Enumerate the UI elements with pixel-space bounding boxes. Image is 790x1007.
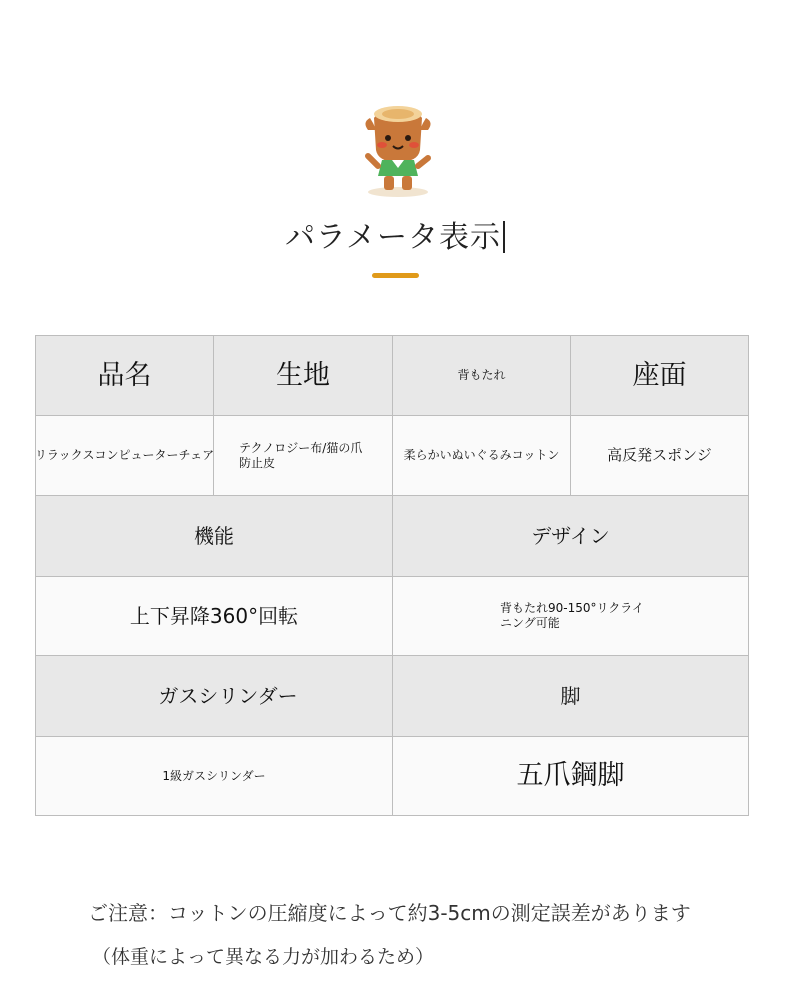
page-title: パラメータ表示 [0, 212, 790, 256]
measurement-note-detail: （体重によって異なる力が加わるため） [92, 946, 435, 968]
header-cell-fabric: 生地 [214, 336, 393, 416]
value-cell-product-name: リラックスコンピューターチェア [36, 416, 214, 496]
tree-stump-mascot-icon [360, 100, 436, 200]
header-cell-gas-cylinder: ガスシリンダー [36, 656, 393, 737]
spec-table [35, 335, 749, 816]
measurement-note: ご注意：コットンの圧縮度によって約3-5cmの測定誤差があります [88, 901, 691, 925]
header-cell-design: デザイン [393, 496, 748, 577]
text-cursor [503, 221, 505, 253]
value-cell-design: 背もたれ90-150°リクライ ニング可能 [393, 577, 748, 656]
value-cell-seat: 高反発スポンジ [571, 416, 748, 496]
value-cell-legs: 五爪鋼脚 [393, 737, 748, 815]
value-cell-gas-cylinder: 1級ガスシリンダー [36, 737, 393, 815]
header-cell-legs: 脚 [393, 656, 748, 737]
header-cell-function: 機能 [36, 496, 393, 577]
header-cell-backrest: 背もたれ [393, 336, 571, 416]
header-cell-product-name: 品名 [36, 336, 214, 416]
header-cell-seat: 座面 [571, 336, 748, 416]
value-cell-backrest: 柔らかいぬいぐるみコットン [393, 416, 571, 496]
title-underline [372, 273, 419, 278]
value-cell-function: 上下昇降360°回転 [36, 577, 393, 656]
value-cell-fabric: テクノロジー布/猫の爪 防止皮 [214, 416, 393, 496]
